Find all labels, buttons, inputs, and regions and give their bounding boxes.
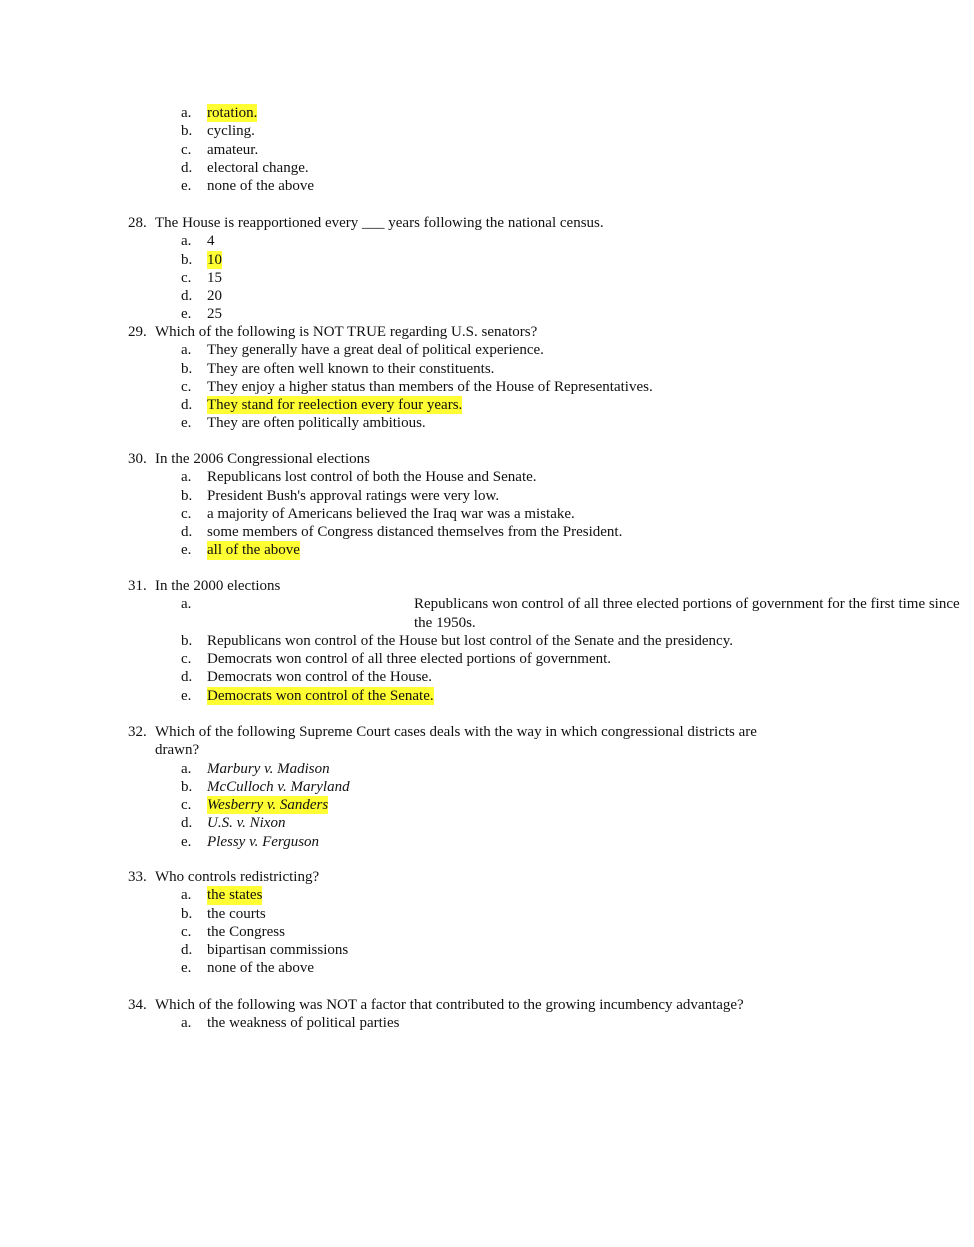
option-a xyxy=(0,760,880,778)
option-letter: b. xyxy=(181,905,193,922)
option-text: none of the above xyxy=(207,960,315,977)
option-text: the Congress xyxy=(207,923,285,940)
option-e xyxy=(0,833,880,851)
option-text: Republicans won control of all three elected portions of government for the first time since the 1950s. xyxy=(414,596,960,631)
option-letter: e. xyxy=(181,687,192,704)
option-text: They generally have a great deal of political experience. xyxy=(207,342,544,359)
option-b xyxy=(0,487,880,505)
question-number: 30. xyxy=(128,451,147,467)
question-text: The House is reapportioned every ___ years following the national census. xyxy=(155,215,604,231)
question-stem xyxy=(128,214,778,232)
option-text: They are often politically ambitious. xyxy=(207,415,426,432)
question-text: In the 2006 Congressional elections xyxy=(155,451,370,467)
option-text: 20 xyxy=(207,288,222,305)
option-text: electoral change. xyxy=(207,159,309,176)
option-letter: e. xyxy=(181,415,192,432)
option-b xyxy=(0,632,880,650)
option-text: Wesberry v. Sanders xyxy=(207,797,329,814)
option-text: cycling. xyxy=(207,123,255,140)
question-stem xyxy=(128,323,778,341)
option-c xyxy=(0,378,880,396)
option-text: 4 xyxy=(207,233,215,250)
option-letter: a. xyxy=(181,887,192,904)
option-a xyxy=(0,1014,880,1032)
option-e xyxy=(0,687,880,705)
option-letter: a. xyxy=(181,469,192,486)
option-letter: b. xyxy=(181,487,193,504)
question-stem xyxy=(128,577,778,595)
option-b xyxy=(0,778,880,796)
question-text: Who controls redistricting? xyxy=(155,869,320,885)
option-text: Democrats won control of the Senate. xyxy=(207,687,434,704)
option-letter: b. xyxy=(181,251,193,268)
option-letter: e. xyxy=(181,833,192,850)
question-number: 33. xyxy=(128,869,147,885)
option-c xyxy=(0,269,880,287)
option-letter: e. xyxy=(181,542,192,559)
option-text: They enjoy a higher status than members of the House of Representatives. xyxy=(207,378,653,395)
option-letter: d. xyxy=(181,159,193,176)
option-d xyxy=(0,814,880,832)
option-a xyxy=(0,595,960,632)
option-a xyxy=(0,886,880,904)
option-text: the courts xyxy=(207,905,266,922)
option-e xyxy=(0,414,880,432)
option-d xyxy=(0,668,880,686)
option-letter: c. xyxy=(181,797,192,814)
option-letter: b. xyxy=(181,123,193,140)
option-letter: a. xyxy=(181,233,192,250)
option-text: President Bush's approval ratings were very low. xyxy=(207,487,500,504)
option-letter: a. xyxy=(181,105,192,121)
option-text: They are often well known to their constituents. xyxy=(207,360,495,377)
option-letter: b. xyxy=(181,632,193,649)
option-text: amateur. xyxy=(207,141,259,158)
option-letter: a. xyxy=(181,760,192,777)
option-letter: c. xyxy=(181,923,192,940)
option-letter: c. xyxy=(181,378,192,395)
question-number: 34. xyxy=(128,997,147,1013)
option-letter: e. xyxy=(181,306,192,323)
option-letter: d. xyxy=(181,815,193,832)
question-number: 28. xyxy=(128,215,147,231)
option-letter: c. xyxy=(181,651,192,668)
option-e xyxy=(0,177,880,195)
option-letter: d. xyxy=(181,397,193,414)
option-b xyxy=(0,905,880,923)
option-e xyxy=(0,959,880,977)
option-letter: d. xyxy=(181,942,193,959)
option-text: Republicans won control of the House but lost control of the Senate and the presidency. xyxy=(207,632,733,649)
option-text: none of the above xyxy=(207,178,315,195)
option-text: the weakness of political parties xyxy=(207,1015,400,1032)
question-28 xyxy=(0,214,880,324)
option-a xyxy=(0,341,880,359)
question-text: Which of the following is NOT TRUE regarding U.S. senators? xyxy=(155,324,538,340)
question-number: 29. xyxy=(128,324,147,340)
option-d xyxy=(0,396,880,414)
option-b xyxy=(0,251,880,269)
option-text: a majority of Americans believed the Iraq war was a mistake. xyxy=(207,505,575,522)
option-letter: b. xyxy=(181,360,193,377)
option-text: 15 xyxy=(207,269,222,286)
question-stem xyxy=(128,996,778,1014)
option-d xyxy=(0,159,880,177)
option-text: rotation. xyxy=(207,105,258,121)
option-b xyxy=(0,122,880,140)
option-text: Marbury v. Madison xyxy=(207,760,330,777)
option-text: 10 xyxy=(207,251,222,268)
option-d xyxy=(0,287,880,305)
option-d xyxy=(0,941,880,959)
question-33 xyxy=(0,868,880,978)
option-c xyxy=(0,505,880,523)
option-c xyxy=(0,141,880,159)
option-text: U.S. v. Nixon xyxy=(207,815,286,832)
option-text: bipartisan commissions xyxy=(207,942,349,959)
option-letter: a. xyxy=(181,1015,192,1032)
option-text: Democrats won control of the House. xyxy=(207,669,432,686)
option-text: 25 xyxy=(207,306,222,323)
question-number: 32. xyxy=(128,724,147,740)
option-c xyxy=(0,796,880,814)
option-e xyxy=(0,305,880,323)
option-text: Democrats won control of all three elected portions of government. xyxy=(207,651,612,668)
option-text: Plessy v. Ferguson xyxy=(207,833,320,850)
option-text: They stand for reelection every four years. xyxy=(207,397,463,414)
question-stem xyxy=(128,868,778,886)
option-a xyxy=(0,104,880,122)
question-text: Which of the following Supreme Court cases deals with the way in which congressional districts are drawn? xyxy=(155,724,757,759)
option-c xyxy=(0,650,880,668)
option-d xyxy=(0,523,880,541)
option-letter: c. xyxy=(181,505,192,522)
option-letter: c. xyxy=(181,269,192,286)
question-32 xyxy=(0,723,880,851)
option-b xyxy=(0,360,880,378)
option-e xyxy=(0,541,880,559)
option-text: Republicans lost control of both the House and Senate. xyxy=(207,469,537,486)
option-letter: e. xyxy=(181,960,192,977)
question-text: In the 2000 elections xyxy=(155,578,281,594)
option-letter: a. xyxy=(181,596,192,613)
option-letter: d. xyxy=(181,524,193,541)
option-a xyxy=(0,232,880,250)
option-letter: d. xyxy=(181,288,193,305)
question-34 xyxy=(0,996,880,1033)
option-letter: c. xyxy=(181,141,192,158)
question-30 xyxy=(0,450,880,560)
option-text: some members of Congress distanced themselves from the President. xyxy=(207,524,623,541)
question-31 xyxy=(0,577,960,705)
question-text: Which of the following was NOT a factor that contributed to the growing incumbency advantage? xyxy=(155,997,744,1013)
question-stem xyxy=(128,723,778,760)
option-letter: b. xyxy=(181,778,193,795)
option-a xyxy=(0,468,880,486)
option-c xyxy=(0,923,880,941)
option-text: all of the above xyxy=(207,542,300,559)
question-stem xyxy=(128,450,778,468)
option-text: the states xyxy=(207,887,263,904)
option-text: McCulloch v. Maryland xyxy=(207,778,350,795)
option-letter: a. xyxy=(181,342,192,359)
question-number: 31. xyxy=(128,578,147,594)
option-letter: e. xyxy=(181,178,192,195)
option-letter: d. xyxy=(181,669,193,686)
carryover-options xyxy=(0,104,880,195)
question-29 xyxy=(0,323,880,433)
